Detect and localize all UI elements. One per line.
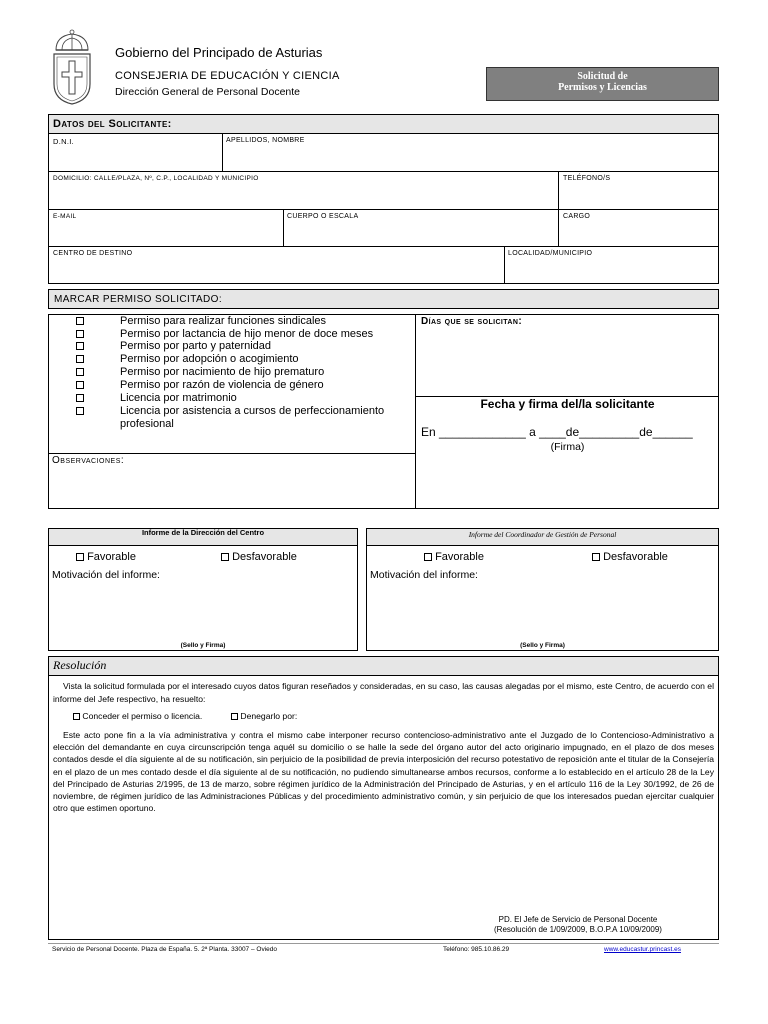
checkbox[interactable] <box>76 407 84 415</box>
date-line: En _____________ a ____de_________de______ <box>421 425 693 439</box>
center-label: CENTRO DE DESTINO <box>53 250 133 257</box>
observations-field[interactable] <box>49 468 414 508</box>
checkbox[interactable] <box>231 713 238 720</box>
name-label: APELLIDOS, NOMBRE <box>226 137 305 144</box>
applicant-section-header <box>48 114 719 134</box>
dni-label: D.N.I. <box>53 137 74 146</box>
checkbox[interactable] <box>76 381 84 389</box>
director-unfavorable-option[interactable]: Desfavorable <box>221 551 297 563</box>
resolution-header <box>49 657 718 676</box>
body-label: CUERPO O ESCALA <box>287 213 359 220</box>
director-motivation-label: Motivación del informe: <box>52 569 160 581</box>
signature-title: Fecha y firma del/la solicitante <box>480 397 655 411</box>
directorate-name: Dirección General de Personal Docente <box>115 86 301 98</box>
observations-label: Observaciones: <box>52 455 125 466</box>
deny-option[interactable]: Denegarlo por: <box>231 711 297 721</box>
signer-reference: (Resolución de 1/09/2009, B.O.P.A 10/09/2009) <box>494 925 662 934</box>
coordinator-report-header <box>367 529 718 546</box>
signer-title: PD. El Jefe de Servicio de Personal Docente <box>498 915 658 924</box>
position-label: CARGO <box>563 213 591 220</box>
address-field[interactable] <box>49 184 557 208</box>
checkbox[interactable] <box>76 330 84 338</box>
org-name: Gobierno del Principado de Asturias <box>115 45 323 60</box>
footer-divider <box>48 943 719 944</box>
address-label: DOMICILIO: CALLE/PLAZA, Nº, C.P., LOCALIDAD Y MUNICIPIO <box>53 175 259 182</box>
coordinator-motivation-label: Motivación del informe: <box>370 569 478 581</box>
checkbox[interactable] <box>221 553 229 561</box>
checkbox[interactable] <box>76 355 84 363</box>
checkbox[interactable] <box>76 368 84 376</box>
asturias-coat-of-arms <box>48 28 96 106</box>
footer-address: Servicio de Personal Docente. Plaza de España. 5. 2ª Planta. 33007 – Oviedo <box>52 946 277 953</box>
phone-field[interactable] <box>559 184 718 208</box>
firma-label: (Firma) <box>550 441 585 453</box>
locality-field[interactable] <box>505 259 718 283</box>
coordinator-seal-label: (Sello y Firma) <box>520 642 565 649</box>
department-name: CONSEJERIA DE EDUCACIÓN Y CIENCIA <box>115 70 340 82</box>
dni-field[interactable] <box>49 146 221 170</box>
form-title-box <box>486 67 719 101</box>
checkbox[interactable] <box>76 394 84 402</box>
coordinator-favorable-option[interactable]: Favorable <box>424 551 484 563</box>
center-field[interactable] <box>49 259 503 283</box>
body-field[interactable] <box>284 222 557 245</box>
director-report-header <box>49 529 357 546</box>
form-title-line1: Solicitud de <box>577 71 628 82</box>
footer-web-link[interactable]: www.educastur.princast.es <box>604 946 681 953</box>
applicant-section-title: Datos del Solicitante: <box>53 118 172 130</box>
phone-label: TELÉFONO/S <box>563 175 611 182</box>
resolution-intro: Vista la solicitud formulada por el interesado cuyos datos figuran reseñados y consideradas, en su caso, las causas alegadas por el mismo, este Centro, de acuerdo con el informe del Jefe respectivo, ha resuelto: <box>53 681 714 704</box>
days-field[interactable] <box>416 330 718 395</box>
locality-label: LOCALIDAD/MUNICIPIO <box>508 250 593 257</box>
email-label: E-MAIL <box>53 213 77 220</box>
checkbox[interactable] <box>592 553 600 561</box>
director-report-title: Informe de la Dirección del Centro <box>141 528 265 537</box>
permits-section-header <box>48 289 719 309</box>
footer-phone: Teléfono: 985.10.86.29 <box>443 946 510 953</box>
coordinator-unfavorable-option[interactable]: Desfavorable <box>592 551 668 563</box>
resolution-legal-text: Este acto pone fin a la vía administrativa y contra el mismo cabe interponer recurso contencioso-administrativo ante el Juzgado de lo Contencioso-Administrativo a elección del demandante en cuya circunscripción tenga aquél su domicilio o se halle la sede del órgano autor del acto originario impugnado, en el plazo de dos meses contados desde el día siguiente al de su notificación, sin perjuicio de la posibilidad de previa interposición del recurso potestativo de reposición ante el titular de la Consejería en el plazo de un mes contado desde el día siguiente al de su notificación, no pudiendo simultanearse ambos recursos, conforme a lo establecido en el artículo 28 de la Ley del Principado de Asturias 2/1995, de 13 de marzo, sobre régimen jurídico de la Administración del Principado de Asturias, y en el artículo 116 de la Ley 30/1992, de 26 de noviembre, de régimen jurídico de las Administraciones Públicas y del procedimiento administrativo común, y sin perjuicio de que los interesados puedan ejercitar cualquier otro que estimen oportuno. <box>53 730 714 814</box>
resolution-title: Resolución <box>53 658 107 672</box>
name-field[interactable] <box>223 146 718 170</box>
checkbox[interactable] <box>76 553 84 561</box>
checkbox[interactable] <box>73 713 80 720</box>
form-title-line2: Permisos y Licencias <box>558 82 647 93</box>
checkbox[interactable] <box>76 317 84 325</box>
coordinator-motivation-field[interactable] <box>367 582 718 637</box>
director-favorable-option[interactable]: Favorable <box>76 551 136 563</box>
days-label: Días que se solicitan: <box>421 316 523 327</box>
director-seal-label: (Sello y Firma) <box>180 642 226 649</box>
permits-section-title: MARCAR PERMISO SOLICITADO: <box>54 294 223 305</box>
checkbox[interactable] <box>424 553 432 561</box>
grant-option[interactable]: Conceder el permiso o licencia. <box>73 711 202 721</box>
director-motivation-field[interactable] <box>49 582 357 637</box>
coordinator-report-title: Informe del Coordinador de Gestión de Personal <box>468 530 617 539</box>
email-field[interactable] <box>49 222 282 245</box>
position-field[interactable] <box>559 222 718 245</box>
checkbox[interactable] <box>76 342 84 350</box>
